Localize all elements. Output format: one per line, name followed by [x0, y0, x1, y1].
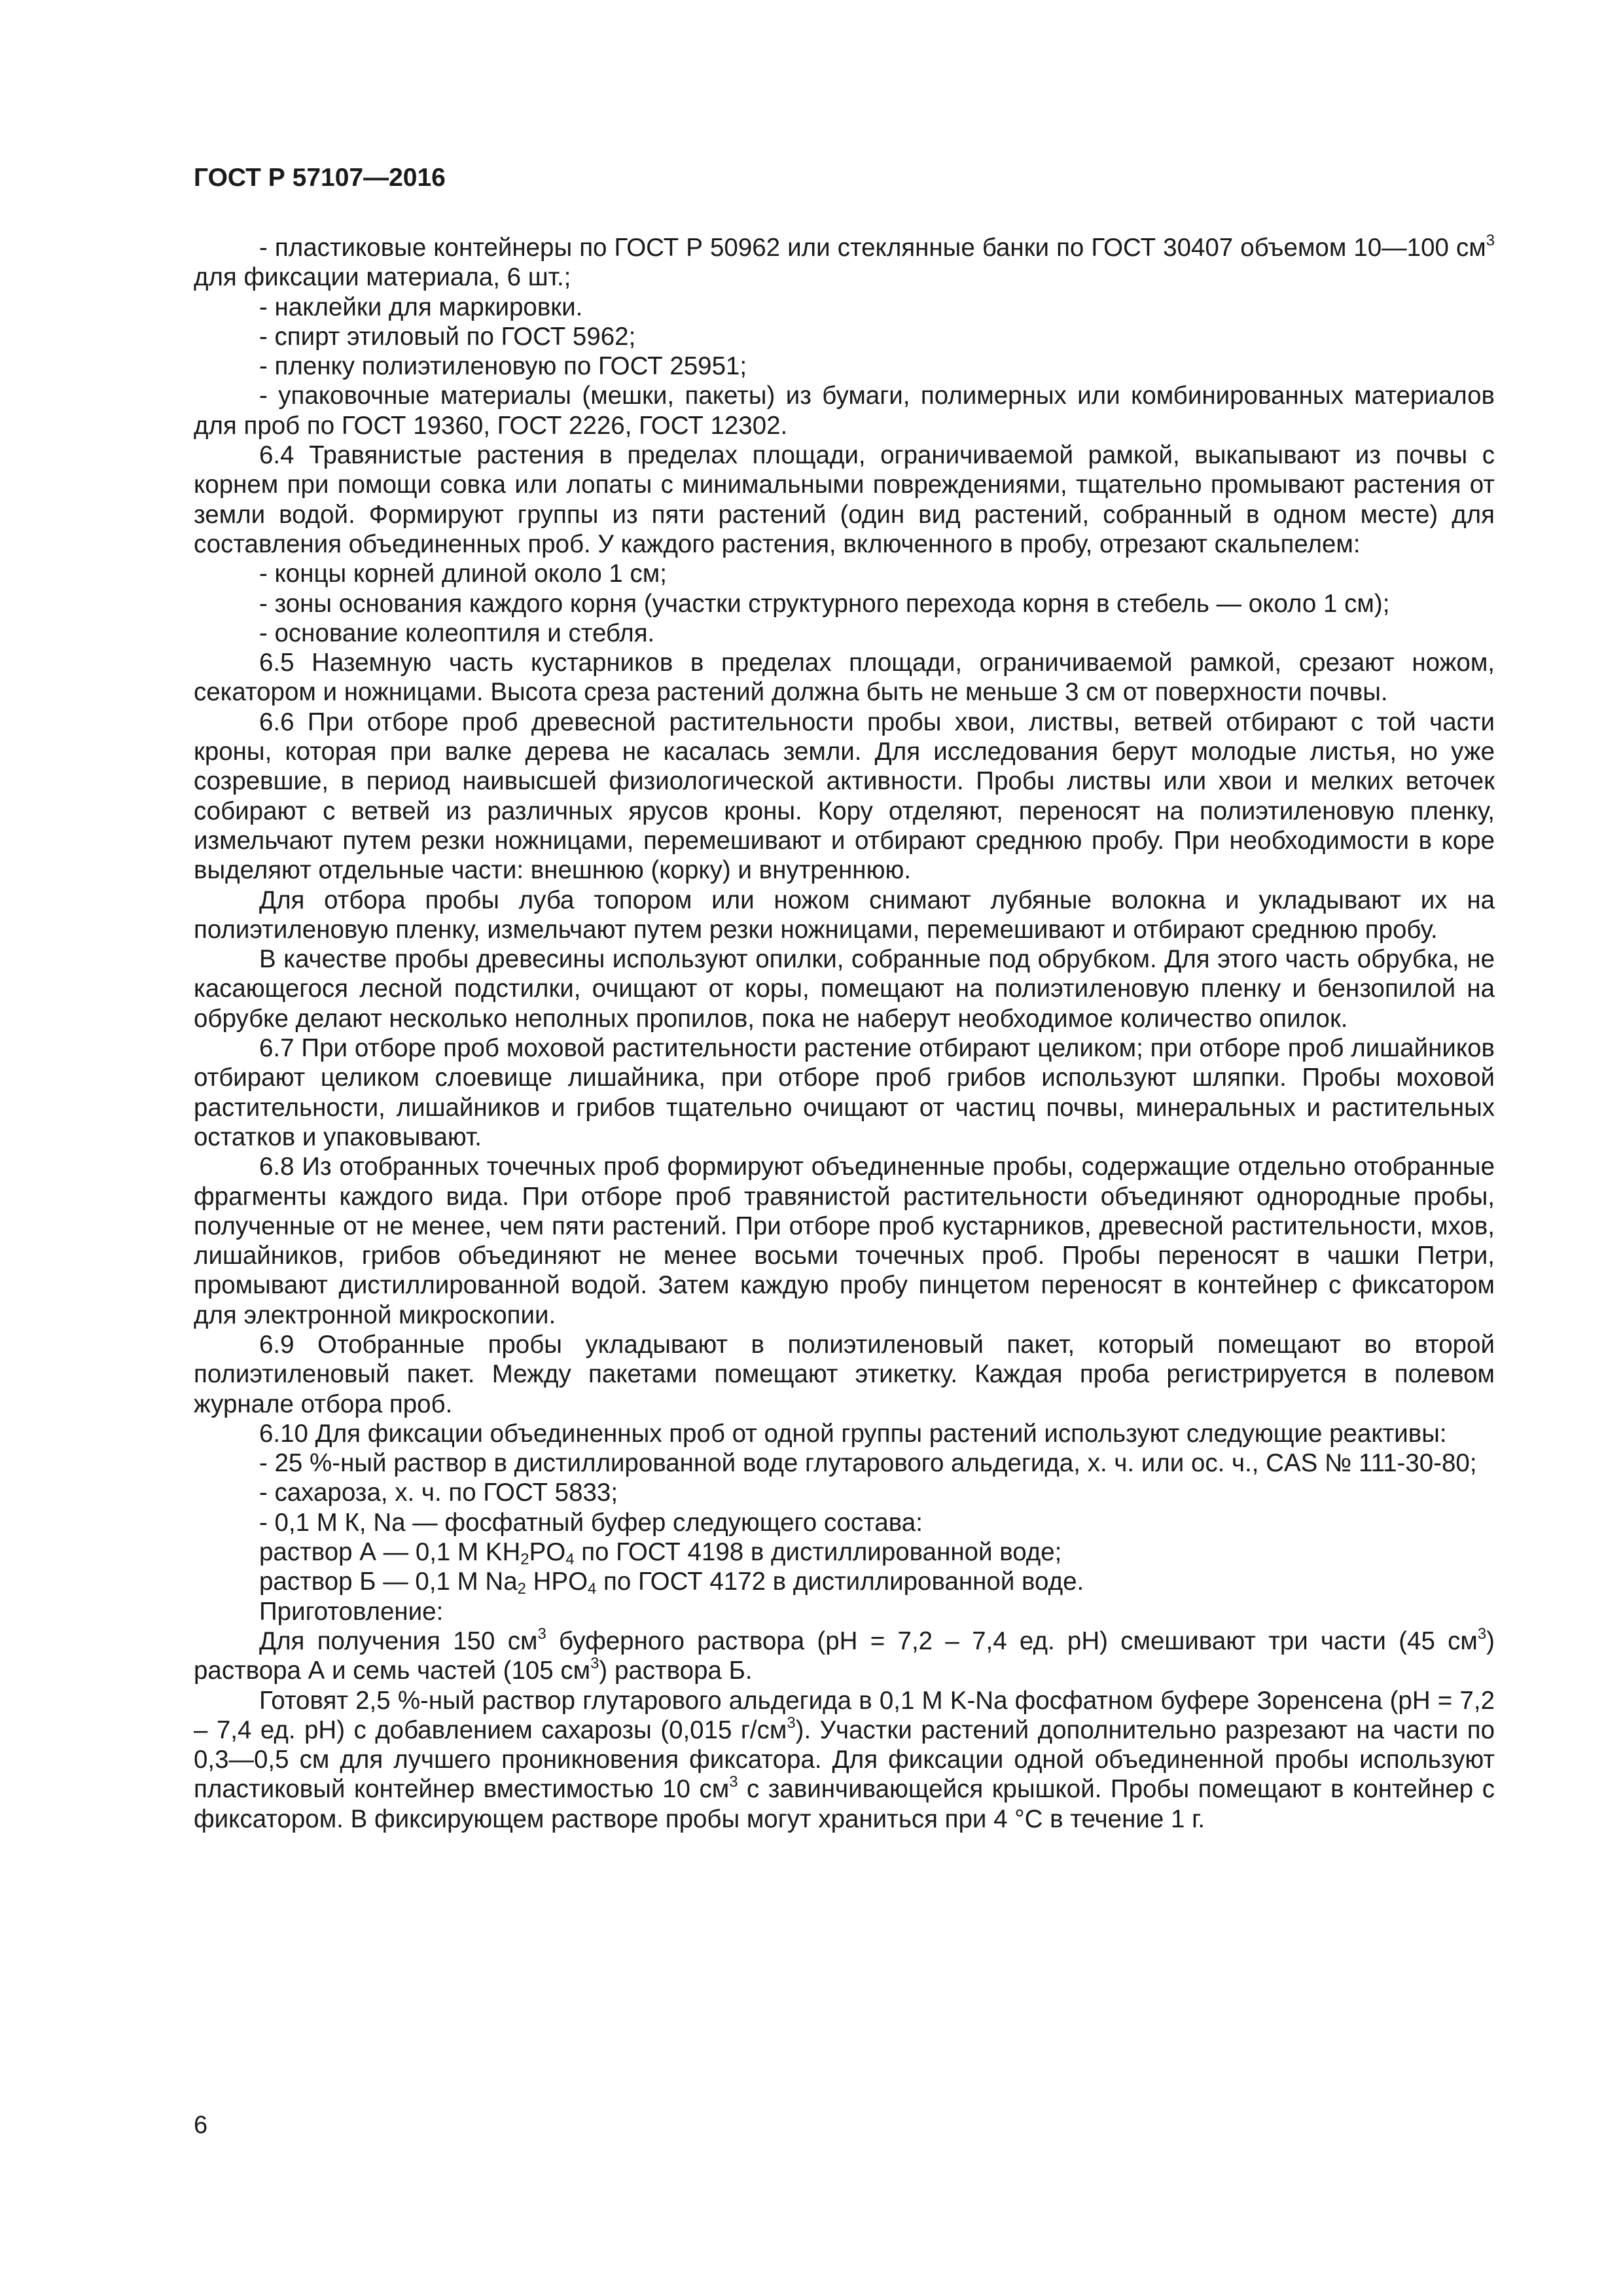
section-6-9: 6.9 Отобранные пробы укладывают в полиэтиленовый пакет, который помещают во второй полиэтиленовый пакет. Между пакетами помещают этикетку. Каждая проба регистрируется в полевом журнале отбора проб. — [194, 1330, 1495, 1418]
preparation-buffer: Для получения 150 $см^3$ буферного раствора (pH = 7,2 – 7,4 ед. pH) смешивают три части (45 $см^3$) раствора А и семь частей (105 $см^3$) раствора Б. — [194, 1624, 1495, 1685]
list-item-labels: - наклейки для маркировки. — [259, 293, 583, 321]
list-item-ethanol: - спирт этиловый по ГОСТ 5962; — [259, 322, 636, 351]
preparation-title: Приготовление: — [259, 1597, 444, 1626]
section-6-7: 6.7 При отборе проб моховой растительности растение отбирают целиком; при отборе проб лишайников отбирают целиком слоевище лишайника, при отборе проб грибов используют шляпки. Пробы моховой растительности, лишайников и грибов тщательно очищают от частиц почвы, минеральных и растительных остатков и упаковывают. — [194, 1034, 1495, 1151]
paragraph-wood: В качестве пробы древесины используют опилки, собранные под обрубком. Для этого часть обрубка, не касающегося лесной подстилки, очищают от коры, помещают на полиэтиленовую пленку и бензопилой на обрубке делают несколько неполных пропилов, пока не наберут необходимое количество опилок. — [194, 945, 1495, 1033]
list-item-packaging: - упаковочные материалы (мешки, пакеты) из бумаги, полимерных или комбинированных материалов для проб по ГОСТ 19360, ГОСТ 2226, ГОСТ 12302. — [194, 382, 1495, 440]
list-item-film: - пленку полиэтиленовую по ГОСТ 25951; — [259, 352, 747, 381]
list-item-glutaraldehyde: - 25 %-ный раствор в дистиллированной воде глутарового альдегида, х. ч. или ос. ч., CAS № 111-30-80; — [259, 1449, 1477, 1478]
list-item-root-zones: - зоны основания каждого корня (участки структурного перехода корня в стебель — около 1 см); — [259, 589, 1390, 618]
section-6-8: 6.8 Из отобранных точечных проб формируют объединенные пробы, содержащие отдельно отобранные фрагменты каждого вида. При отборе проб травянистой растительности объединяют однородные пробы, полученные от не менее, чем пяти растений. При отборе проб кустарников, древесной растительности, мхов, лишайников, грибов объединяют не менее восьми точечных проб. Пробы переносят в чашки Петри, промывают дистиллированной водой. Затем каждую пробу пинцетом переносят в контейнер с фиксатором для электронной микроскопии. — [194, 1153, 1495, 1329]
paragraph-bast: Для отбора пробы луба топором или ножом снимают лубяные волокна и укладывают их на полиэтиленовую пленку, измельчают путем резки ножницами, перемешивают и отбирают среднюю пробу. — [194, 886, 1495, 944]
list-item-buffer: - 0,1 М К, Na — фосфатный буфер следующего состава: — [259, 1508, 923, 1537]
section-6-10: 6.10 Для фиксации объединенных проб от одной группы растений используют следующие реактивы: — [259, 1419, 1447, 1448]
solution-a: раствор А — 0,1 М $KH_2PO_4$ по ГОСТ 4198 в дистиллированной воде; — [259, 1538, 1062, 1569]
solution-b: раствор Б — 0,1 М $Na_2$ $HPO_4$ по ГОСТ 4172 в дистиллированной воде. — [259, 1568, 1084, 1598]
body-text — [194, 233, 1495, 1834]
page-number: 6 — [194, 2111, 208, 2139]
section-6-5: 6.5 Наземную часть кустарников в пределах площади, ограничиваемой рамкой, срезают ножом, секатором и ножницами. Высота среза растений должна быть не меньше 3 см от поверхности почвы. — [194, 649, 1495, 707]
section-6-6: 6.6 При отборе проб древесной растительности пробы хвои, листвы, ветвей отбирают с той части кроны, которая при валке дерева не касалась земли. Для исследования берут молодые листья, но уже созревшие, в период наивысшей физиологической активности. Пробы листвы или хвои и мелких веточек собирают с ветвей из различных ярусов кроны. Кору отделяют, переносят на полиэтиленовую пленку, измельчают путем резки ножницами, перемешивают и отбирают среднюю пробу. При необходимости в коре выделяют отдельные части: внешнюю (корку) и внутреннюю. — [194, 708, 1495, 885]
list-item-containers: - пластиковые контейнеры по ГОСТ Р 50962 или стеклянные банки по ГОСТ 30407 объемом 10—100 $см^3$ для фиксации материала, 6 шт.; — [194, 231, 1495, 292]
list-item-sucrose: - сахароза, х. ч. по ГОСТ 5833; — [259, 1479, 618, 1507]
list-item-coleoptile: - основание колеоптиля и стебля. — [259, 619, 655, 647]
document-code: ГОСТ Р 57107—2016 — [194, 164, 446, 192]
list-item-root-ends: - концы корней длиной около 1 см; — [259, 560, 667, 588]
preparation-fixative: Готовят 2,5 %-ный раствор глутарового альдегида в 0,1 М K-Na фосфатном буфере Зоренсена (pH = 7,2 – 7,4 ед. pH) с добавлением сахарозы (0,015 $г/см^3$). Участки растений дополнительно разрезают на части по 0,3—0,5 см для лучшего проникновения фиксатора. Для фиксации одной объединенной пробы используют пластиковый контейнер вместимостью 10 $см^3$ с завинчивающейся крышкой. Пробы помещают в контейнер с фиксатором. В фиксирующем растворе пробы могут храниться при 4 °C в течение 1 г. — [194, 1686, 1495, 1833]
section-6-4: 6.4 Травянистые растения в пределах площади, ограничиваемой рамкой, выкапывают из почвы с корнем при помощи совка или лопаты с минимальными повреждениями, тщательно промывают растения от земли водой. Формируют группы из пяти растений (один вид растений, собранный в одном месте) для составления объединенных проб. У каждого растения, включенного в пробу, отрезают скальпелем: — [194, 441, 1495, 558]
